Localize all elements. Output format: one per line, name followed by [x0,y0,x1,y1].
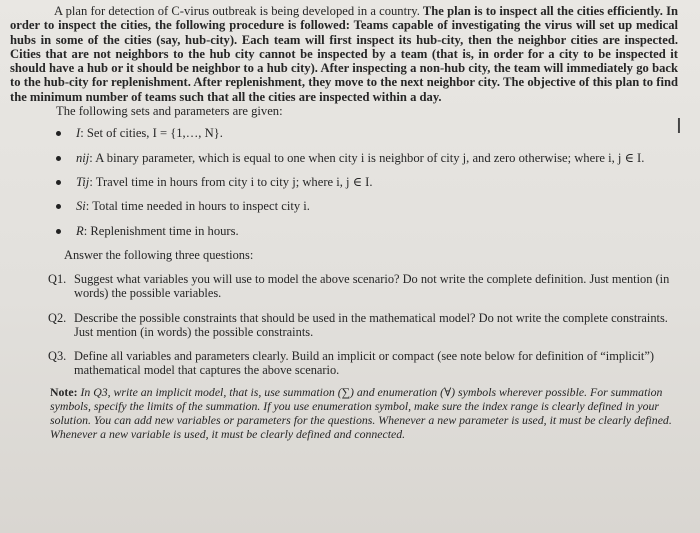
param-text: : Set of cities, I = {1,…, N}. [80,126,223,141]
note-text: In Q3, write an implicit model, that is, use summation (∑) and enumeration (∀) symbols wherever possible. For summation symbols, specify the limits of the summation. If you use enumeration symbol, make sure the index range is clearly defined in your solution. You can add new variables or parameters for the questions. Whenever a new parameter is used, it must be clearly defined. Whenever a new variable is used, it must be clearly defined and connected. [50,385,672,442]
question-3 [48,349,678,377]
param-text: : Replenishment time in hours. [83,223,239,238]
param-text: : Total time needed in hours to inspect city i. [85,199,310,214]
intro-paragraph [10,4,678,104]
note-paragraph [50,385,678,441]
question-number: Q3. [48,348,67,363]
param-item-set-of-cities [52,126,678,140]
question-number: Q1. [48,272,67,287]
question-2 [48,311,678,339]
parameter-list [10,126,678,237]
question-1 [48,272,678,300]
param-symbol: nij [76,150,90,165]
param-symbol: I [76,126,81,141]
param-item-neighbor [52,151,678,165]
note-label: Note: [50,385,78,400]
param-symbol: Si [76,199,86,214]
intro-first-sentence: A plan for detection of C-virus outbreak is being developed in a country. [54,4,420,18]
param-text: : A binary parameter, which is equal to one when city i is neighbor of city j, and zero otherwise; where i, j ∈ I. [89,150,645,165]
intro-rest: The plan is to inspect all the cities efficiently. In order to inspect the cities, the following procedure is followed: Teams capable of investigating the virus will set up medical hubs in some of the cities (say, hub-city). Each team will first inspect its hub-city, then the neighbor cities are inspected. Cities that are not neighbors to the hub city cannot be inspected by a team (that is, in order for a city to be inspected it should have a hub or it should be neighbor to a hub city). After inspecting a non-hub city, the team will immediately go back to the hub-city for replenishment. After replenishment, they move to the next neighbor city. The objective of this plan to find the minimum number of teams such that all the cities are inspected within a day. [10,4,679,104]
question-text: Suggest what variables you will use to model the above scenario? Do not write the complete definition. Just mention (in words) the possible variables. [74,272,670,301]
param-item-travel-time [52,175,678,189]
answer-lead: Answer the following three questions: [64,247,254,262]
param-symbol: Tij [76,174,90,189]
params-lead: The following sets and parameters are given: [56,104,283,119]
param-text: : Travel time in hours from city i to city j; where i, j ∈ I. [89,174,373,189]
question-number: Q2. [48,310,67,325]
document-page [10,4,678,441]
question-text: Define all variables and parameters clearly. Build an implicit or compact (see note below for definition of “implicit”) mathematical model that captures the above scenario. [74,348,654,378]
param-item-inspect-time [52,199,678,213]
text-cursor-icon: I [676,114,682,138]
param-item-replenishment [52,224,678,238]
question-text: Describe the possible constraints that should be used in the mathematical model? Do not write the complete constraints. Just mention (in words) the possible constraints. [74,310,668,339]
param-symbol: R [76,223,84,238]
